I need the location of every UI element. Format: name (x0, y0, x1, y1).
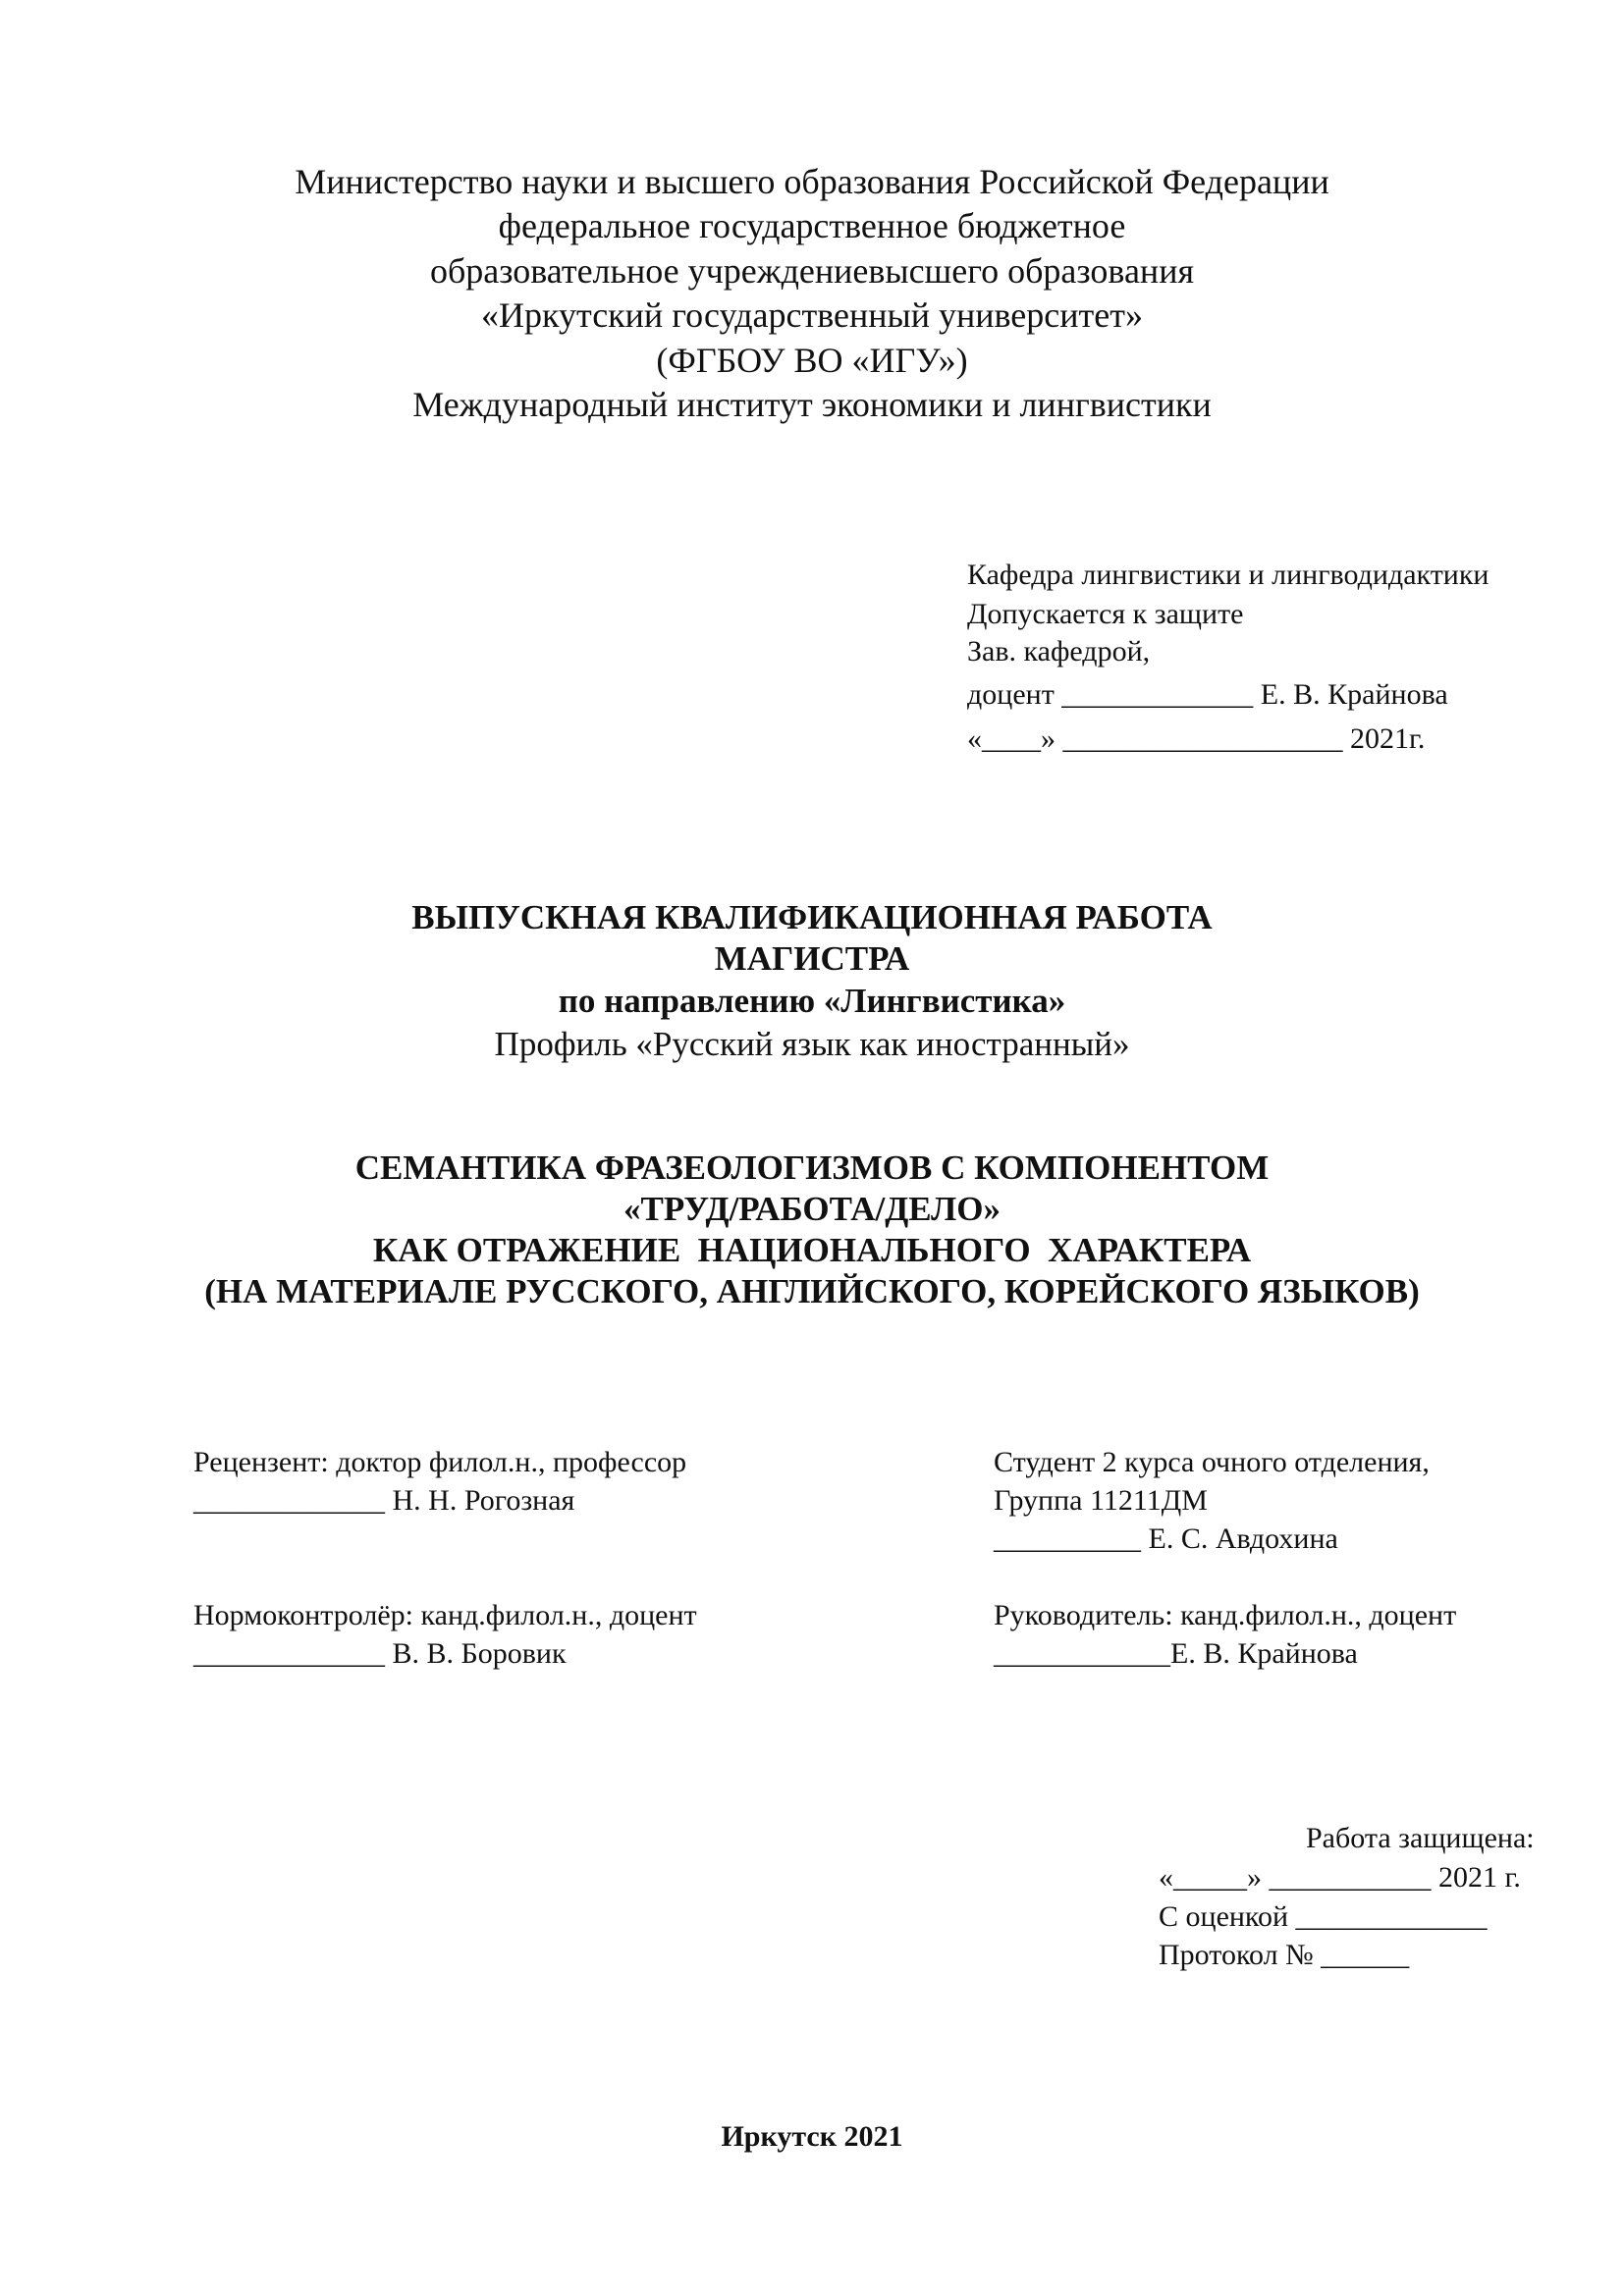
admission-line: Допускается к защите (967, 598, 1244, 630)
work-profile: Профиль «Русский язык как иностранный» (494, 1025, 1130, 1063)
work-type-title: ВЫПУСКНАЯ КВАЛИФИКАЦИОННАЯ РАБОТА (411, 898, 1213, 936)
reviewer-title: Рецензент: доктор филол.н., профессор (193, 1446, 687, 1478)
student-group: Группа 11211ДМ (994, 1484, 1208, 1517)
student-signature: __________ Е. С. Авдохина (994, 1522, 1338, 1555)
thesis-title-line-2: «ТРУД/РАБОТА/ДЕЛО» (623, 1190, 1001, 1228)
supervisor-title: Руководитель: канд.филол.н., доцент (994, 1599, 1457, 1631)
university-name: «Иркутский государственный университет» (481, 295, 1143, 335)
ministry-line: Министерство науки и высшего образования Российской Федерации (295, 162, 1329, 201)
defense-date: «_____» ___________ 2021 г. (1159, 1861, 1521, 1894)
work-direction: по направлению «Лингвистика» (558, 982, 1066, 1020)
defense-heading: Работа защищена: (1306, 1822, 1535, 1854)
institution-level-line: образовательное учреждениевысшего образования (429, 251, 1195, 291)
norm-controller-title: Нормоконтролёр: канд.филол.н., доцент (193, 1599, 697, 1631)
norm-controller-signature: _____________ В. В. Боровик (193, 1637, 567, 1670)
institute-name: Международный институт экономики и лингвистики (412, 385, 1212, 424)
student-title: Студент 2 курса очного отделения, (994, 1446, 1430, 1478)
head-signature-line: доцент _____________ Е. В. Крайнова (967, 678, 1448, 711)
head-of-department-line: Зав. кафедрой, (967, 635, 1151, 667)
thesis-title-line-3: КАК ОТРАЖЕНИЕ НАЦИОНАЛЬНОГО ХАРАКТЕРА (372, 1231, 1252, 1269)
work-degree: МАГИСТРА (714, 939, 910, 978)
thesis-title-line-4: (НА МАТЕРИАЛЕ РУССКОГО, АНГЛИЙСКОГО, КОРЕЙСКОГО ЯЗЫКОВ) (204, 1272, 1420, 1310)
defense-grade: С оценкой _____________ (1159, 1900, 1488, 1933)
city-year: Иркутск 2021 (721, 2120, 903, 2153)
approval-date-line: «____» ___________________ 2021г. (967, 722, 1426, 755)
supervisor-signature: ____________Е. В. Крайнова (994, 1637, 1358, 1670)
defense-protocol: Протокол № ______ (1159, 1939, 1410, 1971)
institution-type-line: федеральное государственное бюджетное (498, 206, 1126, 245)
reviewer-signature: _____________ Н. Н. Рогозная (193, 1484, 575, 1517)
university-abbreviation: (ФГБОУ ВО «ИГУ») (656, 341, 968, 380)
thesis-title-line-1: СЕМАНТИКА ФРАЗЕОЛОГИЗМОВ С КОМПОНЕНТОМ (354, 1148, 1270, 1187)
department-name: Кафедра лингвистики и лингводидактики (967, 559, 1489, 591)
